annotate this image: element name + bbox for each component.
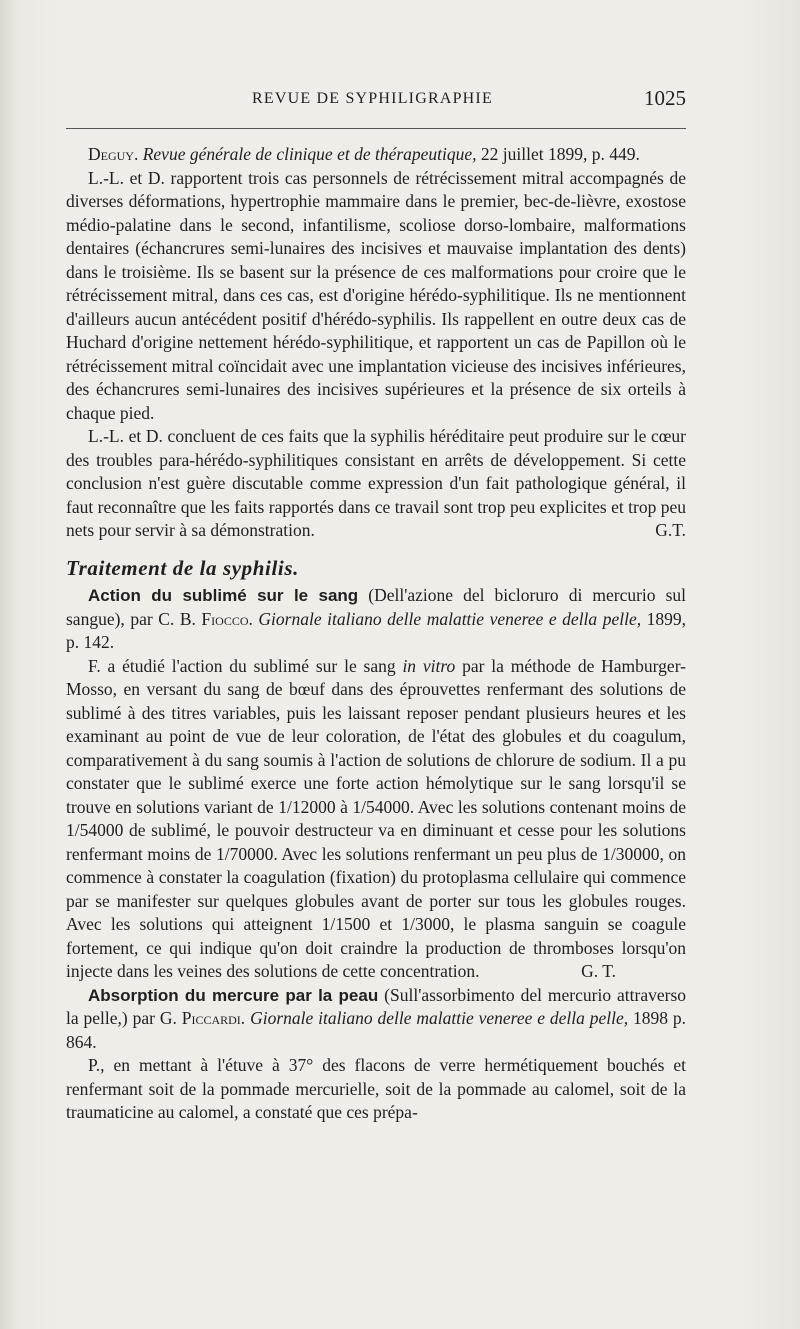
paragraph <box>66 425 686 543</box>
page-number: 1025 <box>644 86 686 110</box>
citation-rest: 22 juillet 1899, p. 449. <box>480 144 640 164</box>
signature: G.T. <box>655 520 686 540</box>
header-rule <box>66 128 686 129</box>
citation-text: (Dell'azione del bicloruro di mercurio sul sangue), par C. B. <box>66 585 687 629</box>
citation-rest: 1898 p. 864. <box>66 1008 687 1052</box>
article-title: Action du sublimé sur le sang <box>88 586 359 605</box>
citation-journal: Giornale italiano delle malattie veneree e della pelle, <box>250 1008 629 1028</box>
signature: G. T. <box>581 961 616 981</box>
section-title: Traitement de la syphilis. <box>66 555 299 580</box>
citation-author: Fiocco. <box>201 608 253 629</box>
paragraph: P., en mettant à l'étuve à 37° des flacons de verre hermétiquement bouchés et renfermant soit de la pommade mercurielle, soit de la pommade au calomel, soit de la traumaticine au calomel, a constaté que ces prépa- <box>66 1055 686 1122</box>
running-title: REVUE DE SYPHILIGRAPHIE <box>252 90 493 107</box>
citation-fiocco <box>66 584 686 655</box>
citation-text: (Sull'assorbimento del mercurio attraverso la pelle,) par G. <box>66 984 687 1028</box>
citation-piccardi <box>66 984 686 1055</box>
paragraph <box>66 655 686 984</box>
paragraph: L.-L. et D. rapportent trois cas personnels de rétrécissement mitral accompagnés de diverses déformations, hypertrophie mammaire dans le premier, bec-de-lièvre, exostose médio-palatine dans le second, infantilisme, scoliose dorso-lombaire, malformations dentaires (échancrures semi-lunaires des incisives et mauvaise implantation des dents) dans le troisième. Ils se basent sur la présence de ces malformations pour croire que le rétrécissement mitral, dans ces cas, est d'origine hérédo-syphilitique. Ils ne mentionnent d'ailleurs aucun antécédent positif d'hérédo-syphilis. Ils rappellent en outre deux cas de Huchard d'origine nettement hérédo-syphilitique, et rapportent un cas de Papillon où le rétrécissement mitral coïncidait avec une implantation vicieuse des incisives inférieures, des échancrures semi-lunaires des incisives supérieures et la présence de six orteils à chaque pied. <box>66 167 686 423</box>
in-vitro: in vitro <box>402 655 456 676</box>
citation-author: Piccardi. <box>181 1008 246 1028</box>
page-header <box>66 86 686 114</box>
body-text <box>66 143 686 1125</box>
citation-rest: 1899, p. 142. <box>66 608 687 652</box>
citation-deguy <box>66 143 686 167</box>
article-title: Absorption du mercure par la peau <box>88 985 379 1005</box>
paragraph-text: par la méthode de Hamburger-Mosso, en versant du sang de bœuf dans des éprouvettes renfermant des solutions de sublimé à des titres variables, puis les laissant reposer pendant plusieurs heures et les examinant au point de vue de leur coloration, de l'état des globules et du coagulum, comparativement à du sang soumis à l'action de solutions de chlorure de sodium. Il a pu constater que le sublimé exerce une forte action hémolytique sur le sang lorsqu'il se trouve en solutions variant de 1/12000 à 1/54000. Avec les solutions contenant moins de 1/54000 de sublimé, le pouvoir destructeur va en diminuant et cesse pour les solutions renfermant moins de 1/70000. Avec les solutions renfermant un peu plus de 1/30000, on commence à constater la coagulation (fixation) du protoplasma cellulaire qui commence par se manifester sur quelques globules avant de porter sur tous les globules rouges. Avec les solutions qui atteignent 1/1500 et 1/3000, le plasma sanguin se coagule fortement, ce qui indique qu'on doit craindre la production de thromboses lorsqu'on injecte dans les veines des solutions de cette concentration. <box>66 655 687 981</box>
citation-journal: Giornale italiano delle malattie veneree e della pelle, <box>258 608 642 629</box>
paragraph-text: L.-L. et D. concluent de ces faits que la syphilis héréditaire peut produire sur le cœur des troubles para-hérédo-syphilitiques consistant en arrêts de développement. Si cette conclusion n'est guère discutable comme expression d'un fait pathologique général, il faut reconnaître que les faits rapportés dans ce travail sont trop peu explicites et trop peu nets pour servir à sa démonstration. <box>66 426 686 540</box>
citation-journal: Revue générale de clinique et de thérapeutique, <box>142 144 477 164</box>
paragraph-text: F. a étudié l'action du sublimé sur le sang <box>88 655 396 676</box>
citation-author: Deguy. <box>88 144 139 164</box>
